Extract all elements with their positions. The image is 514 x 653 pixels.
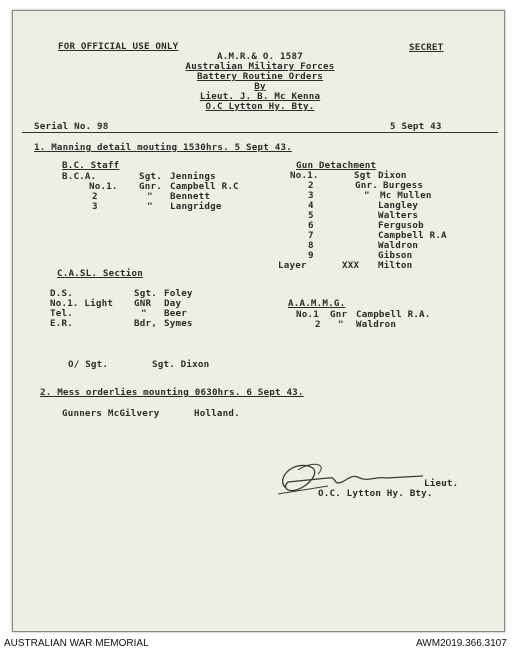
footer-accession: AWM2019.366.3107 (416, 638, 507, 649)
secret-label: SECRET (409, 42, 444, 53)
list-item: 3 (92, 201, 98, 212)
list-item: Beer (164, 308, 187, 319)
list-item: Langridge (170, 201, 222, 212)
list-item: 5 (308, 210, 314, 221)
list-item: Langley (378, 200, 419, 211)
list-item: Sgt (354, 170, 372, 181)
list-item: Gnr. (139, 181, 162, 192)
list-item: No.1. (89, 181, 118, 192)
item1-title: 1. Manning detail mouting 1530hrs. 5 Sept 43. (34, 142, 292, 153)
list-item: D.S. (50, 288, 73, 299)
official-use-label: FOR OFFICIAL USE ONLY (58, 41, 179, 52)
list-item: GNR (134, 298, 152, 309)
list-item: Jennings (170, 171, 216, 182)
unit-name: O.C Lytton Hy. Bty. (205, 101, 315, 112)
gun-detachment-title: Gun Detachment (296, 160, 377, 171)
list-item: 2 (315, 319, 321, 330)
list-item: Walters (378, 210, 419, 221)
gunners-label: Gunners McGilvery (62, 408, 160, 419)
list-item: 2 (308, 180, 314, 191)
list-item: No.1. (290, 170, 319, 181)
order-number: A.M.R.& O. 1587 (217, 51, 303, 62)
list-item: " (338, 319, 344, 330)
list-item: Symes (164, 318, 193, 329)
list-item: No.1 (296, 309, 319, 320)
os-role: O/ Sgt. (68, 359, 109, 370)
list-item: Fergusob (378, 220, 424, 231)
list-item: E.R. (50, 318, 73, 329)
force-title: Australian Military Forces (185, 61, 335, 72)
list-item: Day (164, 298, 182, 309)
orders-title: Battery Routine Orders (196, 71, 324, 82)
list-item: Gnr (330, 309, 348, 320)
list-item: Layer (278, 260, 307, 271)
bc-staff-title: B.C. Staff (62, 160, 120, 171)
list-item: Bdr, (134, 318, 157, 329)
list-item: B.C.A. (62, 171, 97, 182)
list-item: 2 (92, 191, 98, 202)
list-item: XXX (342, 260, 360, 271)
list-item: Sgt. (134, 288, 157, 299)
list-item: 9 (308, 250, 314, 261)
list-item: " (141, 308, 147, 319)
list-item: Sgt. (139, 171, 162, 182)
serial-date: 5 Sept 43 (390, 121, 442, 132)
list-item: Dixon (378, 170, 407, 181)
serial-number: Serial No. 98 (34, 121, 109, 132)
signature-title: O.C. Lytton Hy. Bty. (318, 488, 433, 499)
list-item: No.1. Light (50, 298, 114, 309)
list-item: Waldron (356, 319, 397, 330)
list-item: 8 (308, 240, 314, 251)
list-item: Mc Mullen (380, 190, 432, 201)
item2-title: 2. Mess orderlies mounting 0630hrs. 6 Sept 43. (40, 387, 304, 398)
list-item: Campbell R.C (170, 181, 239, 192)
signature-rank: Lieut. (424, 478, 459, 489)
aammg-title: A.A.M.M.G. (288, 298, 346, 309)
by-label: By (254, 81, 266, 92)
list-item: " (147, 201, 153, 212)
list-item: Bennett (170, 191, 211, 202)
list-item: Waldron (378, 240, 419, 251)
officer-name: Lieut. J. B. Mc Kenna (199, 91, 321, 102)
list-item: Campbell R.A. (356, 309, 431, 320)
list-item: Milton (378, 260, 413, 271)
list-item: " (147, 191, 153, 202)
list-item: Campbell R.A (378, 230, 447, 241)
list-item: Tel. (50, 308, 73, 319)
list-item: " (364, 190, 370, 201)
os-name: Sgt. Dixon (152, 359, 210, 370)
casl-title: C.A.SL. Section (57, 268, 143, 279)
list-item: 4 (308, 200, 314, 211)
gunner-holland: Holland. (194, 408, 240, 419)
list-item: 6 (308, 220, 314, 231)
list-item: 7 (308, 230, 314, 241)
footer-source: AUSTRALIAN WAR MEMORIAL (4, 638, 149, 649)
list-item: Burgess (383, 180, 424, 191)
list-item: Gnr. (355, 180, 378, 191)
serial-rule (22, 132, 498, 133)
list-item: 3 (308, 190, 314, 201)
list-item: Gibson (378, 250, 413, 261)
list-item: Foley (164, 288, 193, 299)
